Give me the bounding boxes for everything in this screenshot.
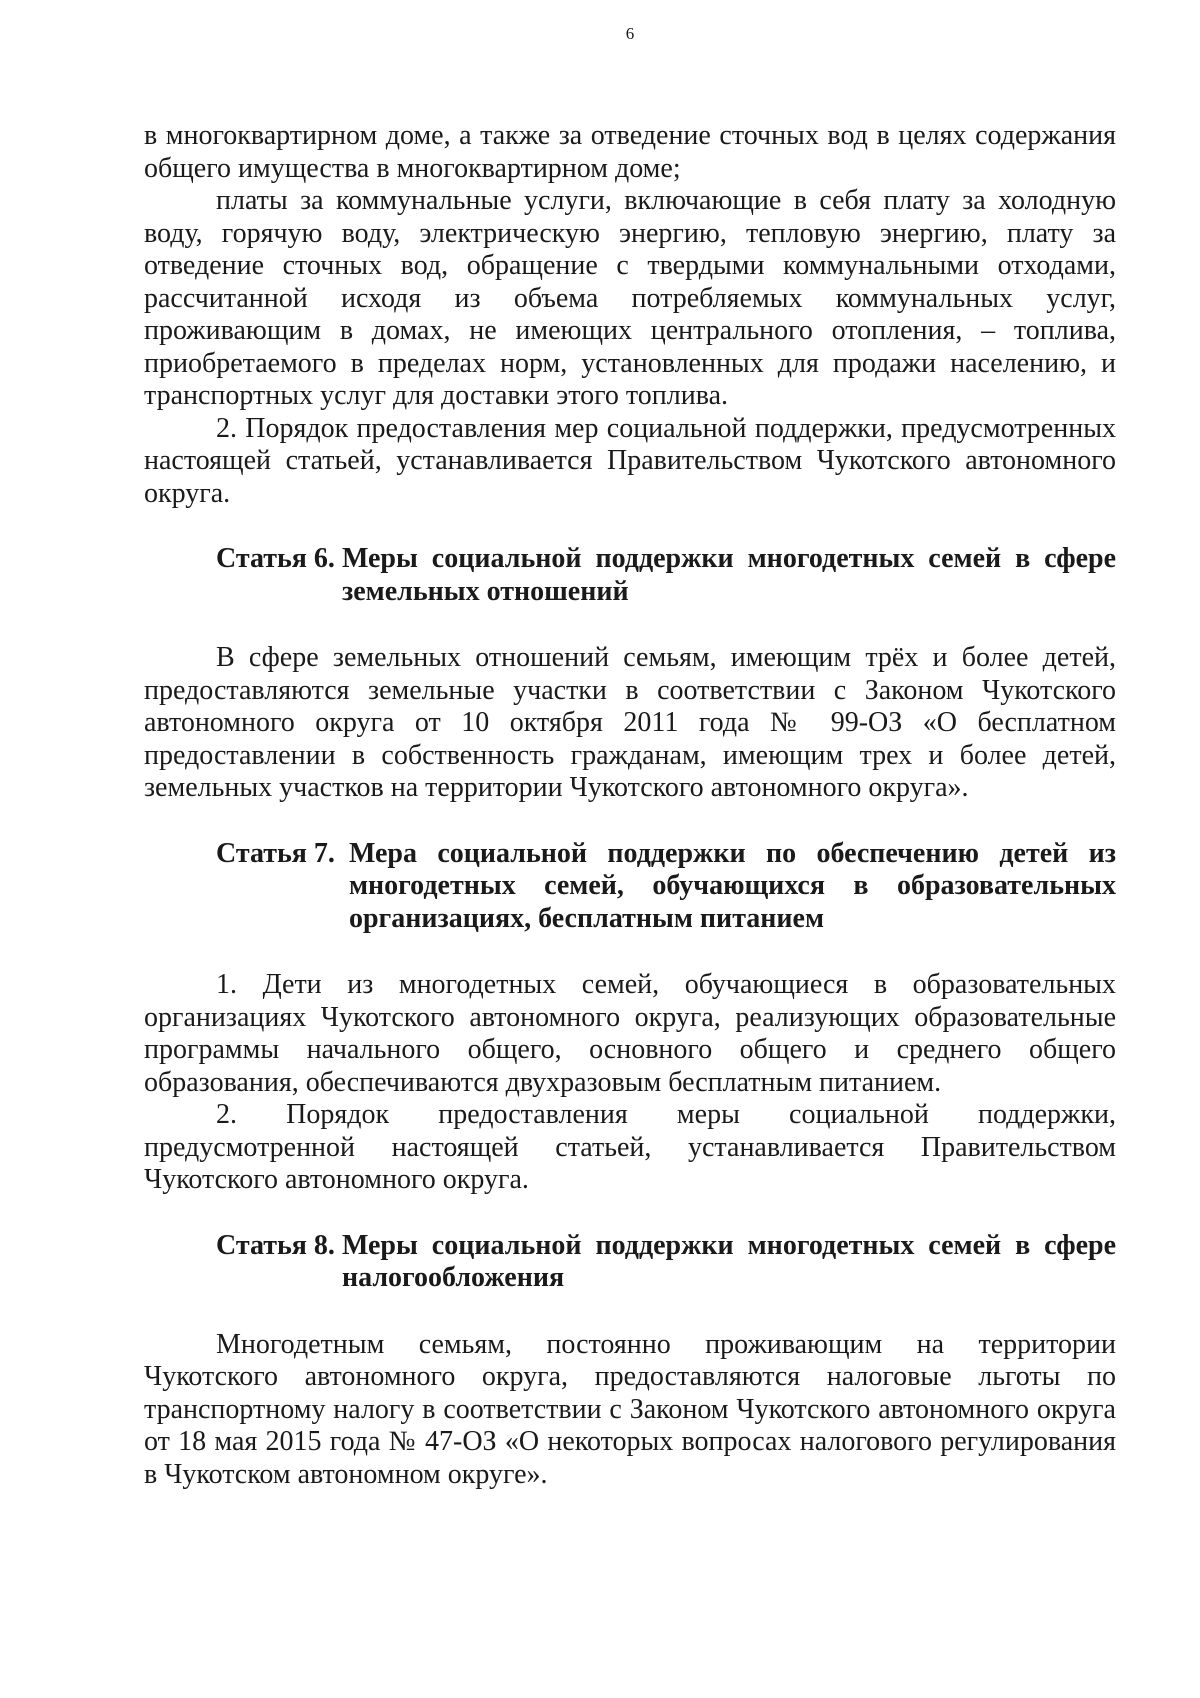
article-7-paragraph-1: 1. Дети из многодетных семей, обучающиеся в образовательных организациях Чукотского автономного округа, реализующих образовательные программы начального общего, основного общего и среднего общего образования, обеспечиваются двухразовым бесплатным питанием.: [144, 969, 1116, 1098]
article-7-title: Мера социальной поддержки по обеспечению детей из многодетных семей, обучающихся в образовательных организациях, бесплатным питанием: [348, 837, 1116, 934]
page-number: 6: [625, 24, 635, 43]
article-7-paragraph-2: 2. Порядок предоставления меры социальной поддержки, предусмотренной настоящей статьей, устанавливается Правительством Чукотского автономного округа.: [144, 1099, 1116, 1195]
document-body: [144, 120, 1116, 1491]
article-6-paragraph: В сфере земельных отношений семьям, имеющим трёх и более детей, предоставляются земельные участки в соответствии с Законом Чукотского автономного округа от 10 октября 2011 года № 99-ОЗ «О бесплатном предоставлении в собственность гражданам, имеющим трех и более детей, земельных участков на территории Чукотского автономного округа».: [144, 642, 1116, 803]
article-7-heading: [216, 838, 1116, 936]
article-8-paragraph: Многодетным семьям, постоянно проживающим на территории Чукотского автономного округа, предоставляются налоговые льготы по транспортному налогу в соответствии с Законом Чукотского автономного округа от 18 мая 2015 года № 47-ОЗ «О некоторых вопросах налогового регулирования в Чукотском автономном округе».: [144, 1328, 1116, 1490]
paragraph-utilities: платы за коммунальные услуги, включающие в себя плату за холодную воду, горячую воду, электрическую энергию, тепловую энергию, плату за отведение сточных вод, обращение с твердыми коммунальными отходами, рассчитанной исходя из объема потребляемых коммунальных услуг, проживающим в домах, не имеющих центрального отопления, – топлива, приобретаемого в пределах норм, установленных для продажи населению, и транспортных услуг для доставки этого топлива.: [144, 185, 1116, 411]
article-6-number: Статья 6.: [216, 543, 335, 574]
continuation-paragraph: в многоквартирном доме, а также за отведение сточных вод в целях содержания общего имущества в многоквартирном доме;: [144, 120, 1116, 184]
article-6-title: Меры социальной поддержки многодетных семей в сфере земельных отношений: [341, 543, 1116, 607]
article-7-number: Статья 7.: [216, 837, 335, 869]
paragraph-procedure: 2. Порядок предоставления мер социальной поддержки, предусмотренных настоящей статьей, устанавливается Правительством Чукотского автономного округа.: [144, 412, 1116, 509]
article-6-heading: [216, 543, 1116, 608]
article-8-number: Статья 8.: [216, 1229, 335, 1261]
article-8-heading: [216, 1230, 1116, 1295]
article-8-title: Меры социальной поддержки многодетных семей в сфере налогообложения: [341, 1229, 1116, 1293]
